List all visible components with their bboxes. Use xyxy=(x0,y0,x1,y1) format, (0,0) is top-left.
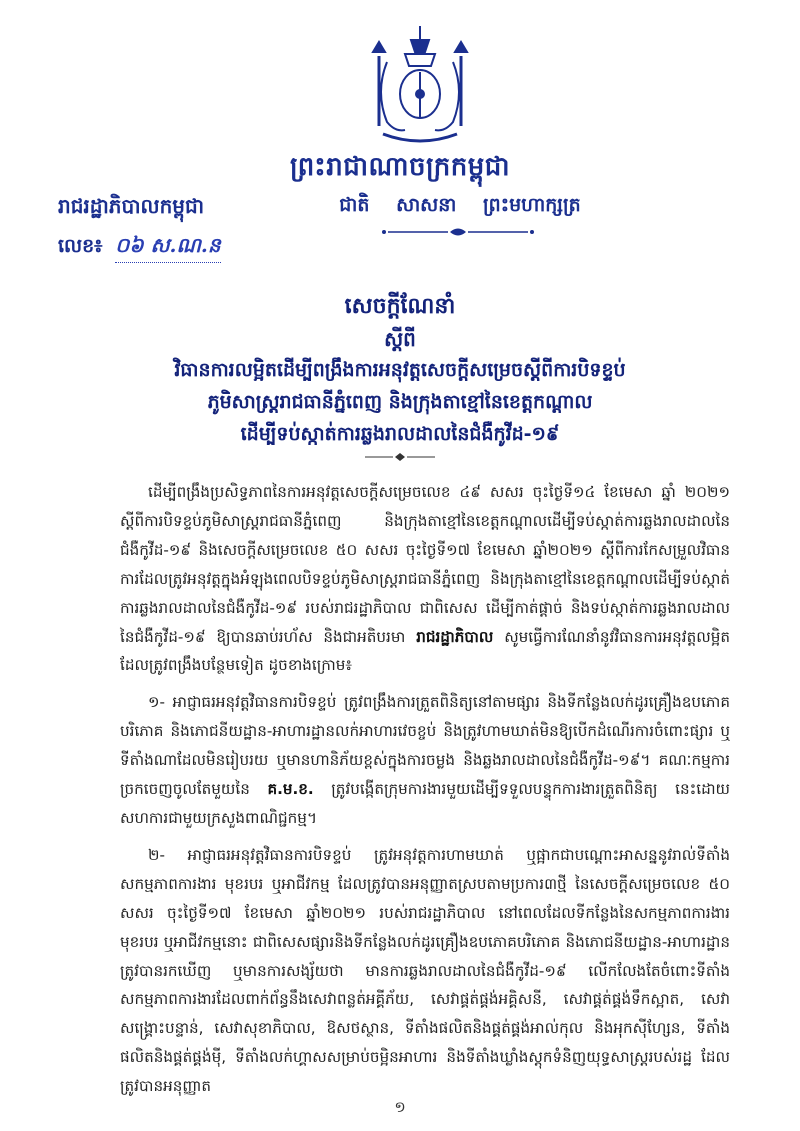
issuing-body: រាជរដ្ឋាភិបាលកម្ពុជា xyxy=(58,194,204,218)
clause-1 xyxy=(120,688,730,833)
royal-emblem-icon xyxy=(365,22,475,150)
intro-paragraph xyxy=(120,478,730,680)
reference-number xyxy=(58,232,221,263)
document-body xyxy=(120,478,730,1109)
clause-1-text: ១- អាជ្ញាធរអនុវត្តវិធានការបិទខ្ទប់ ត្រូវពង្រឹងការត្រួតពិនិត្យនៅតាមផ្សារ និងទីកន្លែងលក់ដូរគ្រឿងឧបភោគបរិភោគ និងភោជនីយដ្ឋាន-អាហារដ្ឋានលក់អាហារវេចខ្ចប់ និងត្រូវហាមឃាត់មិនឱ្យបើកដំណើរការចំពោះផ្សារ ឬទីតាំងណាដែលមិនរៀបរយ ឬមានហានិភ័យខ្ពស់ក្នុងការចម្លង និងឆ្លងរាលដាលនៃជំងឺកូវីដ-១៩។ គណៈកម្មការច្រកចេញចូលតែមួយនៃ xyxy=(120,693,730,799)
title-line-3: វិធានការលម្អិតដើម្បីពង្រឹងការអនុវត្តសេចក្តីសម្រេចស្តីពីការបិទខ្ទប់ xyxy=(174,359,626,381)
document-title xyxy=(80,290,720,450)
ornament-divider-icon xyxy=(378,225,538,239)
reference-value: ០៦ ស.ណ.ន xyxy=(115,232,220,263)
kingdom-heading: ព្រះរាជាណាចក្រកម្ពុជា xyxy=(290,152,510,182)
title-line-2: ស្តីពី xyxy=(384,327,416,351)
motto-king: ព្រះមហាក្សត្រ xyxy=(483,194,581,216)
title-line-1: សេចក្តីណែនាំ xyxy=(344,294,456,319)
clause-1-text-end: ត្រូវបង្កើតក្រុមការងារមួយដើម្បីទទួលបន្ទុកការងារត្រួតពិនិត្យ នេះដោយសហការជាមួយក្រសួងពាណិជ្ជកម្ម។ xyxy=(120,780,730,827)
title-divider-icon xyxy=(365,452,435,462)
clause-1-bold: គ.ម.ខ. xyxy=(267,780,314,799)
clause-2: ២- អាជ្ញាធរអនុវត្តវិធានការបិទខ្ទប់ ត្រូវអនុវត្តការហាមឃាត់ ឬផ្អាកជាបណ្តោះអាសន្ននូវរាល់ទីតាំងសកម្មភាពការងារ មុខរបរ ឬអាជីវកម្ម ដែលត្រូវបានអនុញ្ញាតស្របតាមប្រការ៣ថ្មី នៃសេចក្តីសម្រេចលេខ ៥០ សសរ ចុះថ្ងៃទី១៧ ខែមេសា ឆ្នាំ២០២១ របស់រាជរដ្ឋាភិបាល នៅពេលដែលទីកន្លែងនៃសកម្មភាពការងារ មុខរបរ ឬអាជីវកម្មនោះ ជាពិសេសផ្សារនិងទីកន្លែងលក់ដូរគ្រឿងឧបភោគបរិភោគ និងភោជនីយដ្ឋាន-អាហារដ្ឋាន ត្រូវបានរកឃើញ ឬមានការសង្ស័យថា មានការឆ្លងរាលដាលនៃជំងឺកូវីដ-១៩ លើកលែងតែចំពោះទីតាំងសកម្មភាពការងារដែលពាក់ព័ន្ធនឹងសេវាពន្លត់អគ្គីភ័យ, សេវាផ្គត់ផ្គង់អគ្គិសនី, សេវាផ្គត់ផ្គង់ទឹកស្អាត, សេវាសង្គ្រោះបន្ទាន់, សេវាសុខាភិបាល, ឱសថស្ថាន, ទីតាំងផលិតនិងផ្គត់ផ្គង់អាល់កុល និងអុកស៊ីហ្សែន, ទីតាំងផលិតនិងផ្គត់ផ្គង់ម៉ី, ទីតាំងលក់ហ្គាសសម្រាប់ចម្អិនអាហារ និងទីតាំងឃ្លាំងស្តុកទំនិញយុទ្ធសាស្ត្ររបស់រដ្ឋ ដែលត្រូវបានអនុញ្ញាត xyxy=(120,845,730,1096)
motto-religion: សាសនា xyxy=(396,194,457,216)
title-line-5: ដើម្បីទប់ស្កាត់ការឆ្លងរាលដាលនៃជំងឺកូវីដ-១៩ xyxy=(240,423,560,445)
reference-label: លេខ៖ xyxy=(58,235,103,257)
intro-bold-text: រាជរដ្ឋាភិបាល xyxy=(416,627,494,646)
intro-text: ដើម្បីពង្រឹងប្រសិទ្ធភាពនៃការអនុវត្តសេចក្តីសម្រេចលេខ ៤៩ សសរ ចុះថ្ងៃទី១៤ ខែមេសា ឆ្នាំ ២០២១ ស្តីពីការបិទខ្ទប់ភូមិសាស្ត្ររាជធានីភ្នំពេញ និងក្រុងតាខ្មៅនៃខេត្តកណ្តាលដើម្បីទប់ស្កាត់ការឆ្លងរាលដាលនៃជំងឺកូវីដ-១៩ និងសេចក្តីសម្រេចលេខ ៥០ សសរ ចុះថ្ងៃទី១៧ ខែមេសា ឆ្នាំ២០២១ ស្តីពីការកែសម្រួលវិធានការដែលត្រូវអនុវត្តក្នុងអំឡុងពេលបិទខ្ទប់ភូមិសាស្ត្ររាជធានីភ្នំពេញ និងក្រុងតាខ្មៅនៃខេត្តកណ្តាលដើម្បីទប់ស្កាត់ការឆ្លងរាលដាលនៃជំងឺកូវីដ-១៩ របស់រាជរដ្ឋាភិបាល ជាពិសេស ដើម្បីកាត់ផ្តាច់ និងទប់ស្កាត់ការឆ្លងរាលដាលនៃជំងឺកូវីដ-១៩ ឱ្យបានឆាប់រហ័ស និងជាអតិបរមា xyxy=(120,483,730,646)
national-motto xyxy=(300,193,620,221)
page-number: ១ xyxy=(394,1098,406,1116)
motto-nation: ជាតិ xyxy=(339,194,370,216)
title-line-4: ភូមិសាស្ត្ររាជធានីភ្នំពេញ និងក្រុងតាខ្មៅនៃខេត្តកណ្តាល xyxy=(207,391,593,413)
intro-text-end: សូមធ្វើការណែនាំនូវវិធានការអនុវត្តលម្អិតដែលត្រូវពង្រឹងបន្ថែមទៀត ដូចខាងក្រោម៖ xyxy=(120,627,730,675)
